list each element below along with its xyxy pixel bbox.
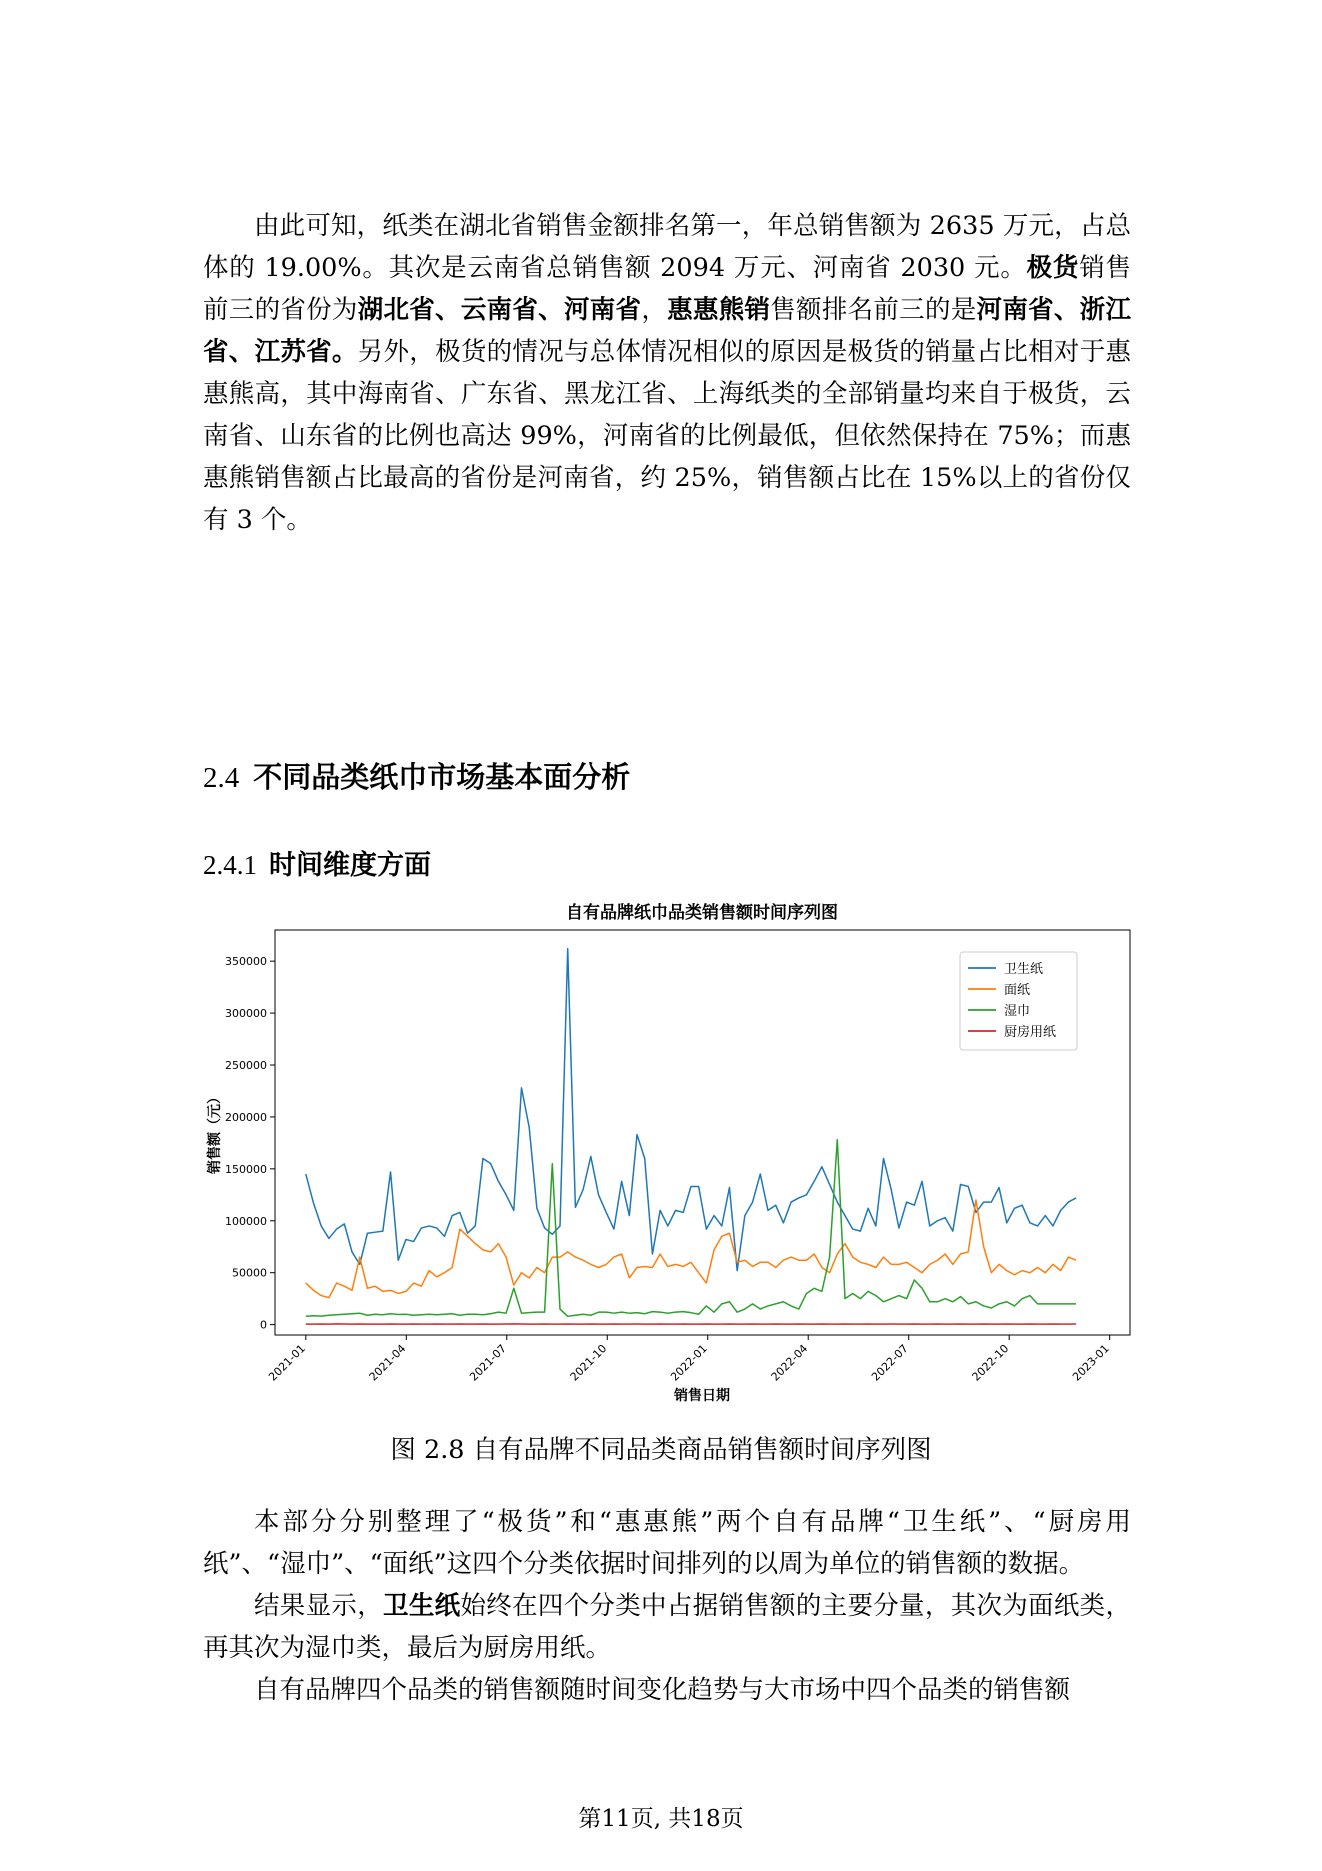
subsection-number: 2.4.1 [203, 850, 257, 880]
text-run: 自有品牌四个品类的销售额随时间变化趋势与大市场中四个品类的销售额 [254, 1675, 1071, 1705]
paragraph-trend [203, 1669, 1131, 1711]
x-tick-label: 2022-07 [869, 1341, 911, 1384]
text-run: 本部分分别整理了“极货”和“惠惠熊”两个自有品牌“卫生纸”、“厨房用纸”、“湿巾”、“面纸”这四个分类依据时间排列的以周为单位的销售额的数据。 [203, 1507, 1131, 1579]
y-tick-label: 50000 [232, 1266, 267, 1280]
x-tick-label: 2021-07 [467, 1341, 509, 1384]
y-axis-label: 销售额（元） [207, 1090, 223, 1174]
x-tick-label: 2022-04 [768, 1341, 811, 1384]
text-run: 始终在四个分类中占据销售额的主要分量，其次为面纸类，再其次为湿巾类，最后为厨房用纸。 [203, 1591, 1131, 1663]
x-tick-label: 2022-01 [668, 1341, 710, 1384]
paragraph-province-sales [203, 205, 1131, 541]
y-tick-label: 100000 [225, 1214, 267, 1228]
x-axis-label: 销售日期 [674, 1388, 730, 1404]
bold-text-run: 湖北省、云南省、河南省 [357, 295, 642, 325]
sales-time-series-chart [200, 900, 1140, 1410]
x-tick-label: 2023-01 [1070, 1341, 1112, 1384]
text-run: 由此可知，纸类在湖北省销售金额排名第一，年总销售额为 2635 万元，占总体的 19.00%。其次是云南省总销售额 2094 万元、河南省 2030 元。 [203, 211, 1131, 283]
bold-text-run: 极货 [1026, 253, 1080, 283]
x-tick-label: 2021-01 [266, 1341, 308, 1384]
y-tick-label: 300000 [225, 1007, 267, 1021]
bold-text-run: 卫生纸 [383, 1591, 461, 1621]
series-line-1 [306, 1200, 1076, 1298]
y-tick-label: 150000 [225, 1162, 267, 1176]
y-tick-label: 250000 [225, 1059, 267, 1072]
x-tick-label: 2022-10 [969, 1341, 1012, 1384]
legend-label: 湿巾 [1004, 1004, 1031, 1019]
x-axis [266, 1335, 1112, 1384]
chart-legend [960, 952, 1077, 1050]
bold-text-run: 河南省、浙江省、江苏省。 [203, 295, 1131, 367]
text-run: 销售前三的省份为 [203, 253, 1131, 325]
figure-caption: 图 2.8 自有品牌不同品类商品销售额时间序列图 [390, 1435, 932, 1465]
y-tick-label: 0 [260, 1318, 267, 1332]
y-tick-label: 350000 [225, 955, 267, 969]
legend-label: 面纸 [1004, 983, 1031, 998]
x-tick-label: 2021-04 [366, 1341, 409, 1384]
legend-label: 厨房用纸 [1004, 1025, 1057, 1040]
section-heading [203, 755, 630, 796]
chart-title: 自有品牌纸巾品类销售额时间序列图 [566, 903, 838, 923]
text-run: 结果显示， [254, 1591, 384, 1621]
text-run: ， [641, 295, 668, 325]
y-tick-label: 200000 [225, 1110, 267, 1124]
y-axis [225, 955, 275, 1331]
subsection-heading [203, 843, 431, 882]
bold-text-run: 惠惠熊销 [667, 295, 771, 325]
subsection-title: 时间维度方面 [269, 850, 431, 881]
paragraph-results [203, 1585, 1131, 1669]
text-run: 另外，极货的情况与总体情况相似的原因是极货的销量占比相对于惠惠熊高，其中海南省、广东省、黑龙江省、上海纸类的全部销量均来自于极货，云南省、山东省的比例也高达 99%，河南省的比例最低，但依然保持在 75%；而惠惠熊销售额占比最高的省份是河南省，约 25%，销售额占比在 15%以上的省份仅有 3 个。 [203, 337, 1131, 535]
x-tick-label: 2021-10 [567, 1341, 610, 1384]
page-footer: 第11页, 共18页 [578, 1806, 744, 1832]
section-title: 不同品类纸巾市场基本面分析 [253, 760, 631, 794]
legend-label: 卫生纸 [1004, 962, 1044, 977]
paragraph-data-description [203, 1501, 1131, 1585]
text-run: 售额排名前三的是 [770, 295, 977, 325]
section-number: 2.4 [203, 762, 240, 794]
